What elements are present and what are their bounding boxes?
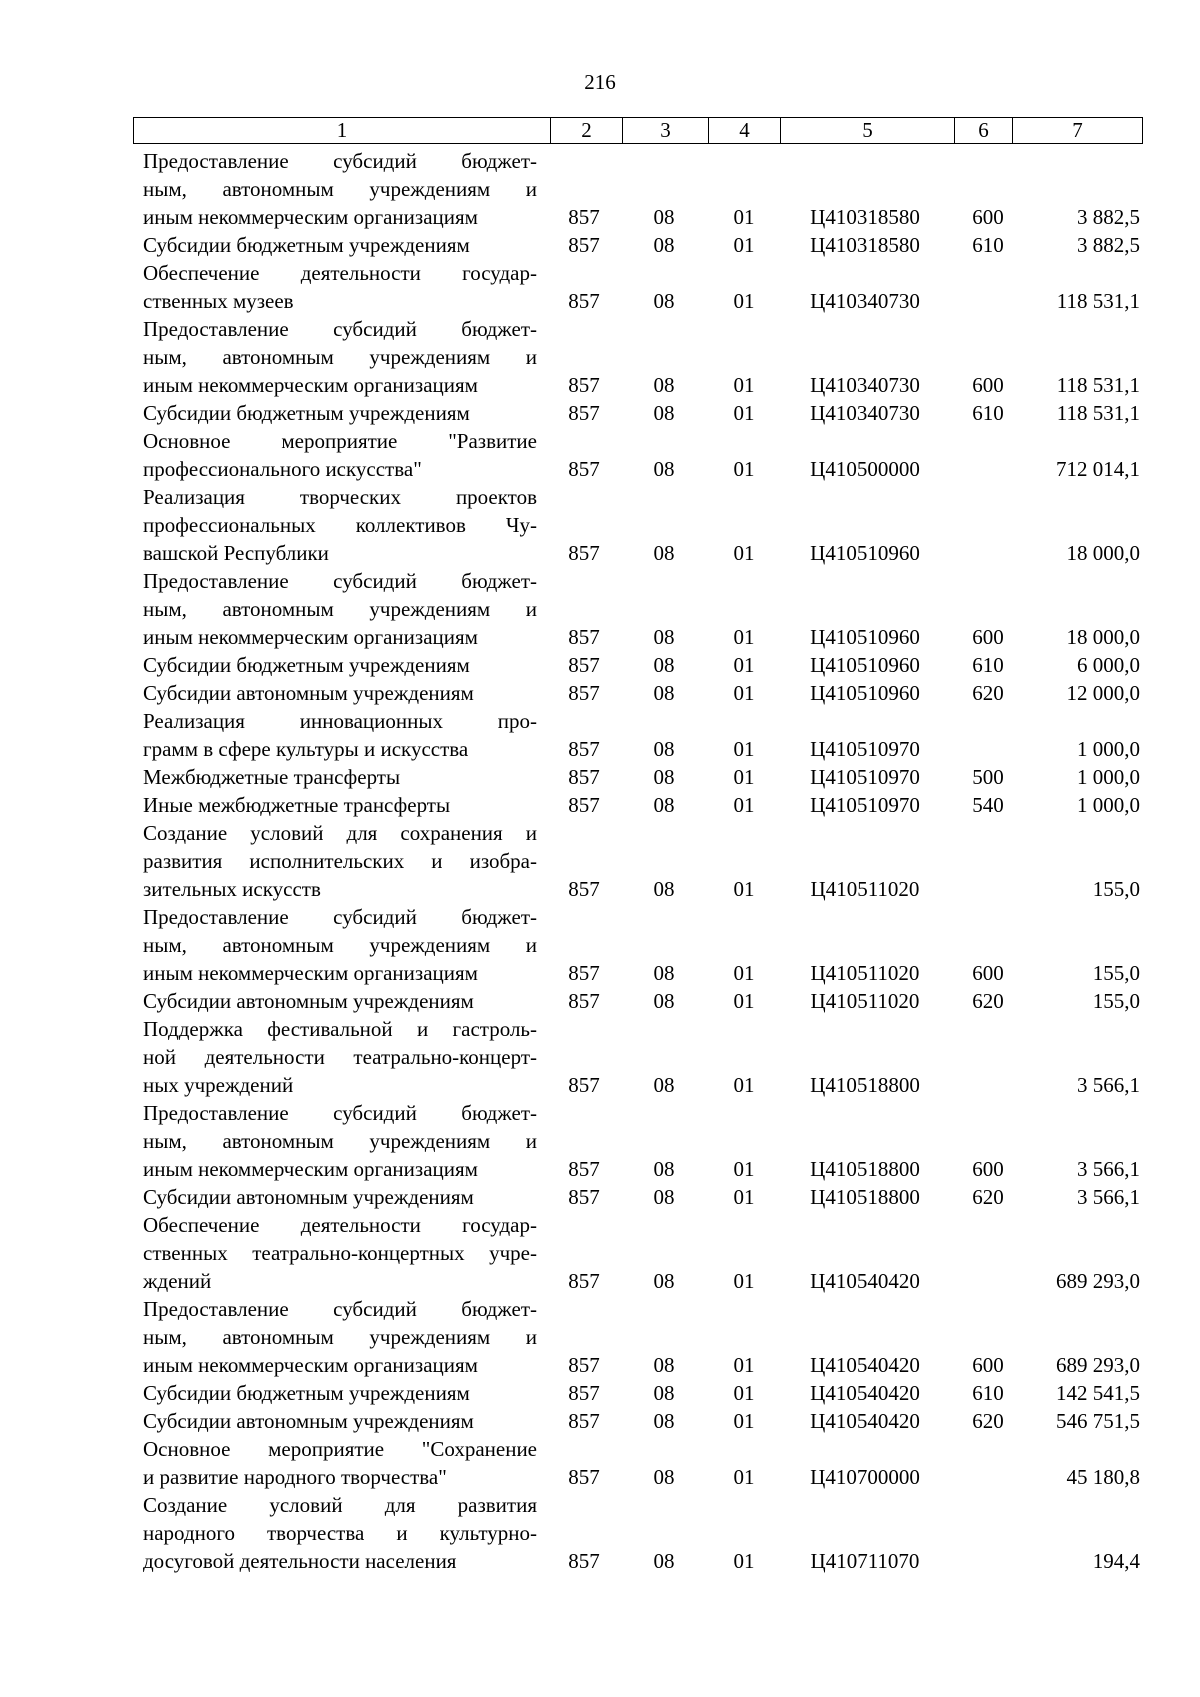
- cell-c2: 857: [568, 1185, 600, 1209]
- description-line: Межбюджетные трансферты: [143, 765, 401, 789]
- cell-c5: Ц410510970: [810, 793, 920, 817]
- table-row: [0, 987, 1200, 1015]
- description-line: Обеспечение деятельности государ-: [143, 261, 537, 285]
- cell-c2: 857: [568, 1465, 600, 1489]
- description-line: Основное мероприятие "Сохранение: [143, 1437, 537, 1461]
- description-line: ных учреждений: [143, 1073, 294, 1097]
- cell-c7: 546 751,5: [1056, 1409, 1140, 1433]
- description-line: Предоставление субсидий бюджет-: [143, 317, 537, 341]
- cell-c7: 18 000,0: [1066, 541, 1140, 565]
- cell-c2: 857: [568, 1157, 600, 1181]
- description-line: ждений: [143, 1269, 212, 1293]
- row-description: [143, 1183, 537, 1211]
- description-line: Реализация инновационных про-: [143, 709, 537, 733]
- description-line: Субсидии бюджетным учреждениям: [143, 401, 470, 425]
- table-row: [0, 1407, 1200, 1435]
- description-line: ным, автономным учреждениям и: [143, 177, 537, 201]
- description-line: Предоставление субсидий бюджет-: [143, 1101, 537, 1125]
- cell-c5: Ц410540420: [810, 1381, 920, 1405]
- cell-c6: 540: [972, 793, 1004, 817]
- row-description: [143, 651, 537, 679]
- cell-c5: Ц410510970: [810, 765, 920, 789]
- description-line: иным некоммерческим организациям: [143, 961, 478, 985]
- description-line: профессионального искусства": [143, 457, 422, 481]
- cell-c2: 857: [568, 961, 600, 985]
- description-line: и развитие народного творчества": [143, 1465, 447, 1489]
- cell-c7: 6 000,0: [1077, 653, 1140, 677]
- column-header: 3: [622, 118, 708, 143]
- cell-c2: 857: [568, 653, 600, 677]
- cell-c5: Ц410318580: [810, 233, 920, 257]
- cell-c6: 600: [972, 1353, 1004, 1377]
- cell-c7: 3 566,1: [1077, 1073, 1140, 1097]
- cell-c6: 600: [972, 1157, 1004, 1181]
- table-row: [0, 427, 1200, 483]
- cell-c3: 08: [653, 1269, 675, 1293]
- cell-c6: 620: [972, 1185, 1004, 1209]
- description-line: Создание условий для сохранения и: [143, 821, 537, 845]
- description-line: зительных искусств: [143, 877, 321, 901]
- cell-c4: 01: [733, 1381, 755, 1405]
- cell-c4: 01: [733, 765, 755, 789]
- cell-c2: 857: [568, 457, 600, 481]
- cell-c3: 08: [653, 233, 675, 257]
- cell-c3: 08: [653, 205, 675, 229]
- table-row: [0, 1435, 1200, 1491]
- table-row: [0, 1015, 1200, 1099]
- row-description: [143, 987, 537, 1015]
- row-description: [143, 1379, 537, 1407]
- table-row: [0, 651, 1200, 679]
- cell-c4: 01: [733, 877, 755, 901]
- description-line: ной деятельности театрально-концерт-: [143, 1045, 537, 1069]
- cell-c4: 01: [733, 401, 755, 425]
- cell-c2: 857: [568, 205, 600, 229]
- cell-c3: 08: [653, 625, 675, 649]
- cell-c4: 01: [733, 1409, 755, 1433]
- column-header: 6: [954, 118, 1012, 143]
- description-line: развития исполнительских и изобра-: [143, 849, 537, 873]
- table-row: [0, 1379, 1200, 1407]
- cell-c4: 01: [733, 1353, 755, 1377]
- cell-c4: 01: [733, 1073, 755, 1097]
- cell-c2: 857: [568, 625, 600, 649]
- cell-c3: 08: [653, 373, 675, 397]
- cell-c3: 08: [653, 1409, 675, 1433]
- cell-c3: 08: [653, 289, 675, 313]
- cell-c5: Ц410518800: [810, 1157, 920, 1181]
- row-description: [143, 567, 537, 651]
- description-line: ным, автономным учреждениям и: [143, 345, 537, 369]
- cell-c6: 620: [972, 989, 1004, 1013]
- cell-c5: Ц410540420: [810, 1353, 920, 1377]
- row-description: [143, 1407, 537, 1435]
- description-line: Предоставление субсидий бюджет-: [143, 1297, 537, 1321]
- cell-c7: 12 000,0: [1066, 681, 1140, 705]
- cell-c4: 01: [733, 205, 755, 229]
- cell-c6: 620: [972, 681, 1004, 705]
- cell-c3: 08: [653, 737, 675, 761]
- row-description: [143, 259, 537, 315]
- cell-c4: 01: [733, 373, 755, 397]
- cell-c2: 857: [568, 373, 600, 397]
- row-description: [143, 147, 537, 231]
- cell-c6: 610: [972, 233, 1004, 257]
- cell-c5: Ц410510970: [810, 737, 920, 761]
- cell-c7: 1 000,0: [1077, 793, 1140, 817]
- description-line: народного творчества и культурно-: [143, 1521, 537, 1545]
- cell-c2: 857: [568, 1073, 600, 1097]
- description-line: ственных театрально-концертных учре-: [143, 1241, 537, 1265]
- row-description: [143, 1015, 537, 1099]
- cell-c5: Ц410340730: [810, 401, 920, 425]
- column-header: 7: [1012, 118, 1142, 143]
- description-line: иным некоммерческим организациям: [143, 625, 478, 649]
- cell-c7: 155,0: [1092, 989, 1140, 1013]
- table-row: [0, 1183, 1200, 1211]
- table-row: [0, 1211, 1200, 1295]
- description-line: иным некоммерческим организациям: [143, 205, 478, 229]
- description-line: иным некоммерческим организациям: [143, 1157, 478, 1181]
- table-row: [0, 231, 1200, 259]
- page-number: 216: [584, 70, 616, 94]
- cell-c3: 08: [653, 1157, 675, 1181]
- row-description: [143, 1295, 537, 1379]
- description-line: профессиональных коллективов Чу-: [143, 513, 537, 537]
- cell-c3: 08: [653, 877, 675, 901]
- table-row: [0, 903, 1200, 987]
- cell-c7: 689 293,0: [1056, 1353, 1140, 1377]
- description-line: Субсидии автономным учреждениям: [143, 681, 474, 705]
- cell-c4: 01: [733, 457, 755, 481]
- description-line: досуговой деятельности населения: [143, 1549, 457, 1573]
- description-line: вашской Республики: [143, 541, 329, 565]
- description-line: Реализация творческих проектов: [143, 485, 537, 509]
- column-header: 4: [708, 118, 780, 143]
- table-row: [0, 259, 1200, 315]
- cell-c7: 689 293,0: [1056, 1269, 1140, 1293]
- cell-c3: 08: [653, 765, 675, 789]
- table-row: [0, 791, 1200, 819]
- cell-c3: 08: [653, 961, 675, 985]
- cell-c6: 620: [972, 1409, 1004, 1433]
- row-description: [143, 707, 537, 763]
- cell-c5: Ц410500000: [810, 457, 920, 481]
- description-line: Предоставление субсидий бюджет-: [143, 569, 537, 593]
- cell-c2: 857: [568, 877, 600, 901]
- column-header: 1: [336, 118, 348, 142]
- cell-c7: 155,0: [1092, 961, 1140, 985]
- row-description: [143, 1211, 537, 1295]
- cell-c3: 08: [653, 793, 675, 817]
- row-description: [143, 483, 537, 567]
- cell-c6: 610: [972, 653, 1004, 677]
- cell-c4: 01: [733, 681, 755, 705]
- cell-c4: 01: [733, 989, 755, 1013]
- description-line: Субсидии бюджетным учреждениям: [143, 1381, 470, 1405]
- table-row: [0, 819, 1200, 903]
- cell-c3: 08: [653, 989, 675, 1013]
- description-line: ным, автономным учреждениям и: [143, 597, 537, 621]
- cell-c6: 600: [972, 205, 1004, 229]
- description-line: Субсидии автономным учреждениям: [143, 1185, 474, 1209]
- cell-c4: 01: [733, 1465, 755, 1489]
- cell-c7: 18 000,0: [1066, 625, 1140, 649]
- table-body: [0, 147, 1200, 1575]
- cell-c5: Ц410340730: [810, 373, 920, 397]
- table-row: [0, 679, 1200, 707]
- table-row: [0, 483, 1200, 567]
- cell-c7: 45 180,8: [1066, 1465, 1140, 1489]
- cell-c6: 610: [972, 1381, 1004, 1405]
- cell-c4: 01: [733, 625, 755, 649]
- description-line: ным, автономным учреждениям и: [143, 1325, 537, 1349]
- table-header: [133, 117, 1143, 144]
- description-line: грамм в сфере культуры и искусства: [143, 737, 469, 761]
- table-row: [0, 315, 1200, 399]
- cell-c2: 857: [568, 289, 600, 313]
- description-line: Субсидии бюджетным учреждениям: [143, 653, 470, 677]
- row-description: [143, 399, 537, 427]
- cell-c7: 1 000,0: [1077, 737, 1140, 761]
- cell-c6: 600: [972, 373, 1004, 397]
- table-row: [0, 567, 1200, 651]
- cell-c4: 01: [733, 737, 755, 761]
- cell-c4: 01: [733, 653, 755, 677]
- cell-c3: 08: [653, 1465, 675, 1489]
- cell-c5: Ц410700000: [810, 1465, 920, 1489]
- cell-c4: 01: [733, 961, 755, 985]
- cell-c3: 08: [653, 541, 675, 565]
- table-row: [0, 1491, 1200, 1575]
- cell-c5: Ц410510960: [810, 681, 920, 705]
- cell-c5: Ц410510960: [810, 625, 920, 649]
- cell-c2: 857: [568, 793, 600, 817]
- table-row: [0, 707, 1200, 763]
- cell-c7: 3 882,5: [1077, 233, 1140, 257]
- row-description: [143, 427, 537, 483]
- cell-c6: 500: [972, 765, 1004, 789]
- cell-c3: 08: [653, 1549, 675, 1573]
- cell-c7: 118 531,1: [1056, 289, 1140, 313]
- cell-c3: 08: [653, 457, 675, 481]
- table-row: [0, 399, 1200, 427]
- cell-c4: 01: [733, 541, 755, 565]
- cell-c4: 01: [733, 1549, 755, 1573]
- description-line: Субсидии бюджетным учреждениям: [143, 233, 470, 257]
- description-line: Предоставление субсидий бюджет-: [143, 149, 537, 173]
- cell-c2: 857: [568, 401, 600, 425]
- row-description: [143, 1099, 537, 1183]
- table-row: [0, 1099, 1200, 1183]
- cell-c7: 712 014,1: [1056, 457, 1140, 481]
- cell-c7: 194,4: [1092, 1549, 1140, 1573]
- description-line: Субсидии автономным учреждениям: [143, 989, 474, 1013]
- cell-c2: 857: [568, 681, 600, 705]
- cell-c4: 01: [733, 1185, 755, 1209]
- description-line: Создание условий для развития: [143, 1493, 537, 1517]
- row-description: [143, 1435, 537, 1491]
- cell-c6: 600: [972, 625, 1004, 649]
- cell-c7: 1 000,0: [1077, 765, 1140, 789]
- row-description: [143, 679, 537, 707]
- description-line: Обеспечение деятельности государ-: [143, 1213, 537, 1237]
- cell-c5: Ц410540420: [810, 1269, 920, 1293]
- cell-c7: 118 531,1: [1056, 401, 1140, 425]
- cell-c4: 01: [733, 1269, 755, 1293]
- cell-c4: 01: [733, 233, 755, 257]
- row-description: [143, 791, 537, 819]
- cell-c2: 857: [568, 541, 600, 565]
- cell-c5: Ц410510960: [810, 653, 920, 677]
- cell-c5: Ц410518800: [810, 1073, 920, 1097]
- cell-c7: 142 541,5: [1056, 1381, 1140, 1405]
- cell-c6: 600: [972, 961, 1004, 985]
- cell-c2: 857: [568, 1381, 600, 1405]
- row-description: [143, 903, 537, 987]
- description-line: ным, автономным учреждениям и: [143, 1129, 537, 1153]
- cell-c2: 857: [568, 737, 600, 761]
- cell-c5: Ц410318580: [810, 205, 920, 229]
- cell-c2: 857: [568, 1409, 600, 1433]
- cell-c4: 01: [733, 289, 755, 313]
- cell-c3: 08: [653, 401, 675, 425]
- cell-c7: 118 531,1: [1056, 373, 1140, 397]
- cell-c2: 857: [568, 989, 600, 1013]
- cell-c4: 01: [733, 1157, 755, 1181]
- cell-c3: 08: [653, 1381, 675, 1405]
- cell-c3: 08: [653, 653, 675, 677]
- cell-c3: 08: [653, 1185, 675, 1209]
- cell-c3: 08: [653, 681, 675, 705]
- cell-c5: Ц410711070: [810, 1549, 920, 1573]
- row-description: [143, 763, 537, 791]
- cell-c6: 610: [972, 401, 1004, 425]
- row-description: [143, 1491, 537, 1575]
- description-line: Субсидии автономным учреждениям: [143, 1409, 474, 1433]
- description-line: ным, автономным учреждениям и: [143, 933, 537, 957]
- cell-c2: 857: [568, 1549, 600, 1573]
- cell-c7: 3 882,5: [1077, 205, 1140, 229]
- cell-c5: Ц410510960: [810, 541, 920, 565]
- row-description: [143, 315, 537, 399]
- cell-c2: 857: [568, 1269, 600, 1293]
- cell-c2: 857: [568, 1353, 600, 1377]
- cell-c3: 08: [653, 1353, 675, 1377]
- row-description: [143, 231, 537, 259]
- description-line: иным некоммерческим организациям: [143, 1353, 478, 1377]
- cell-c2: 857: [568, 765, 600, 789]
- cell-c5: Ц410511020: [810, 989, 920, 1013]
- row-description: [143, 819, 537, 903]
- cell-c7: 3 566,1: [1077, 1185, 1140, 1209]
- cell-c2: 857: [568, 233, 600, 257]
- cell-c5: Ц410511020: [810, 961, 920, 985]
- cell-c4: 01: [733, 793, 755, 817]
- column-header: 2: [550, 118, 622, 143]
- cell-c5: Ц410511020: [810, 877, 920, 901]
- description-line: иным некоммерческим организациям: [143, 373, 478, 397]
- description-line: Поддержка фестивальной и гастроль-: [143, 1017, 537, 1041]
- cell-c5: Ц410340730: [810, 289, 920, 313]
- table-row: [0, 147, 1200, 231]
- cell-c7: 155,0: [1092, 877, 1140, 901]
- cell-c7: 3 566,1: [1077, 1157, 1140, 1181]
- description-line: Предоставление субсидий бюджет-: [143, 905, 537, 929]
- table-row: [0, 1295, 1200, 1379]
- cell-c3: 08: [653, 1073, 675, 1097]
- description-line: ственных музеев: [143, 289, 294, 313]
- cell-c5: Ц410518800: [810, 1185, 920, 1209]
- description-line: Основное мероприятие "Развитие: [143, 429, 537, 453]
- column-header: 5: [780, 118, 954, 143]
- cell-c5: Ц410540420: [810, 1409, 920, 1433]
- description-line: Иные межбюджетные трансферты: [143, 793, 451, 817]
- table-row: [0, 763, 1200, 791]
